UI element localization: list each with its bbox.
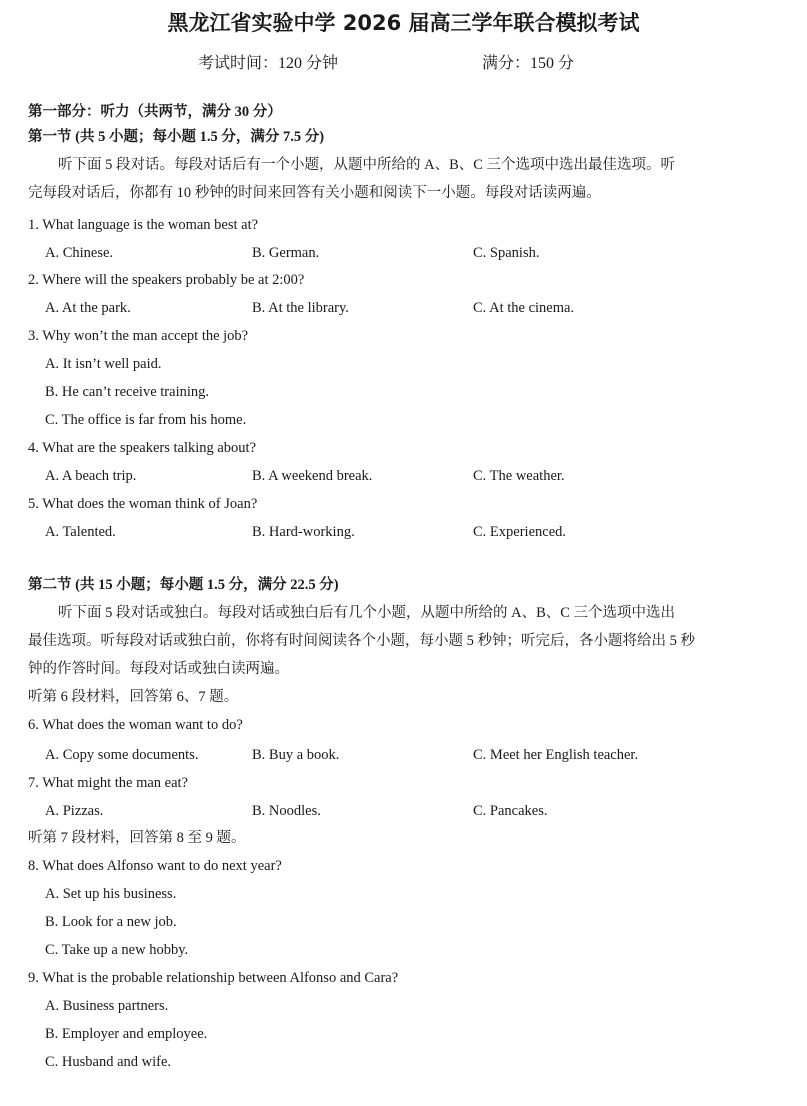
exam-time: 考试时间：120 分钟: [198, 55, 339, 72]
option-b: B. A weekend break.: [252, 468, 373, 484]
option-a: A. Talented.: [45, 524, 116, 540]
option-c: C. Experienced.: [473, 524, 567, 540]
option-c: C. Husband and wife.: [45, 1054, 172, 1070]
option-a: A. Set up his business.: [45, 886, 177, 902]
question-3: 3. Why won’t the man accept the job?: [28, 328, 249, 344]
section2-title: 第二节 (共 15 小题；每小题 1.5 分，满分 22.5 分): [28, 577, 339, 593]
section2-instructions: 最佳选项。听每段对话或独白前，你将有时间阅读各个小题，每小题 5 秒钟；听完后，各小题将给出 5 秒: [28, 633, 695, 649]
question-4: 4. What are the speakers talking about?: [28, 440, 257, 456]
section1-instructions: 听下面 5 段对话。每段对话后有一个小题，从题中所给的 A、B、C 三个选项中选出最佳选项。听: [58, 157, 676, 173]
option-b: B. He can’t receive training.: [45, 384, 209, 400]
material-note: 听第 6 段材料，回答第 6、7 题。: [28, 689, 239, 705]
material-note: 听第 7 段材料，回答第 8 至 9 题。: [28, 830, 246, 846]
question-8: 8. What does Alfonso want to do next year?: [28, 858, 282, 874]
option-c: C. The office is far from his home.: [45, 412, 247, 428]
option-c: C. At the cinema.: [473, 300, 575, 316]
option-b: B. Noodles.: [252, 803, 321, 819]
option-b: B. At the library.: [252, 300, 349, 316]
option-a: A. Business partners.: [45, 998, 169, 1014]
option-b: B. Employer and employee.: [45, 1026, 208, 1042]
question-5: 5. What does the woman think of Joan?: [28, 496, 258, 512]
option-a: A. It isn’t well paid.: [45, 356, 162, 372]
option-a: A. Pizzas.: [45, 803, 104, 819]
option-a: A. A beach trip.: [45, 468, 137, 484]
question-7: 7. What might the man eat?: [28, 775, 188, 791]
option-a: A. Chinese.: [45, 245, 114, 261]
question-1: 1. What language is the woman best at?: [28, 217, 259, 233]
option-c: C. Take up a new hobby.: [45, 942, 189, 958]
option-b: B. Hard-working.: [252, 524, 355, 540]
section1-title: 第一节 (共 5 小题；每小题 1.5 分，满分 7.5 分): [28, 129, 325, 145]
exam-title: 黑龙江省实验中学 2026 届高三学年联合模拟考试: [167, 11, 640, 35]
question-6: 6. What does the woman want to do?: [28, 717, 243, 733]
option-a: A. At the park.: [45, 300, 131, 316]
option-b: B. Look for a new job.: [45, 914, 177, 930]
question-2: 2. Where will the speakers probably be at 2:00?: [28, 272, 305, 288]
option-b: B. Buy a book.: [252, 747, 340, 763]
section2-instructions: 听下面 5 段对话或独白。每段对话或独白后有几个小题，从题中所给的 A、B、C 三个选项中选出: [58, 605, 676, 621]
option-c: C. The weather.: [473, 468, 565, 484]
question-9: 9. What is the probable relationship between Alfonso and Cara?: [28, 970, 399, 986]
section1-instructions: 完每段对话后，你都有 10 秒钟的时间来回答有关小题和阅读下一小题。每段对话读两遍。: [28, 185, 601, 201]
exam-score: 满分：150 分: [482, 55, 575, 72]
part1-title: 第一部分：听力（共两节，满分 30 分）: [28, 104, 282, 120]
section2-instructions: 钟的作答时间。每段对话或独白读两遍。: [28, 661, 289, 677]
option-a: A. Copy some documents.: [45, 747, 199, 763]
option-c: C. Pancakes.: [473, 803, 548, 819]
option-c: C. Meet her English teacher.: [473, 747, 639, 763]
option-b: B. German.: [252, 245, 320, 261]
option-c: C. Spanish.: [473, 245, 540, 261]
